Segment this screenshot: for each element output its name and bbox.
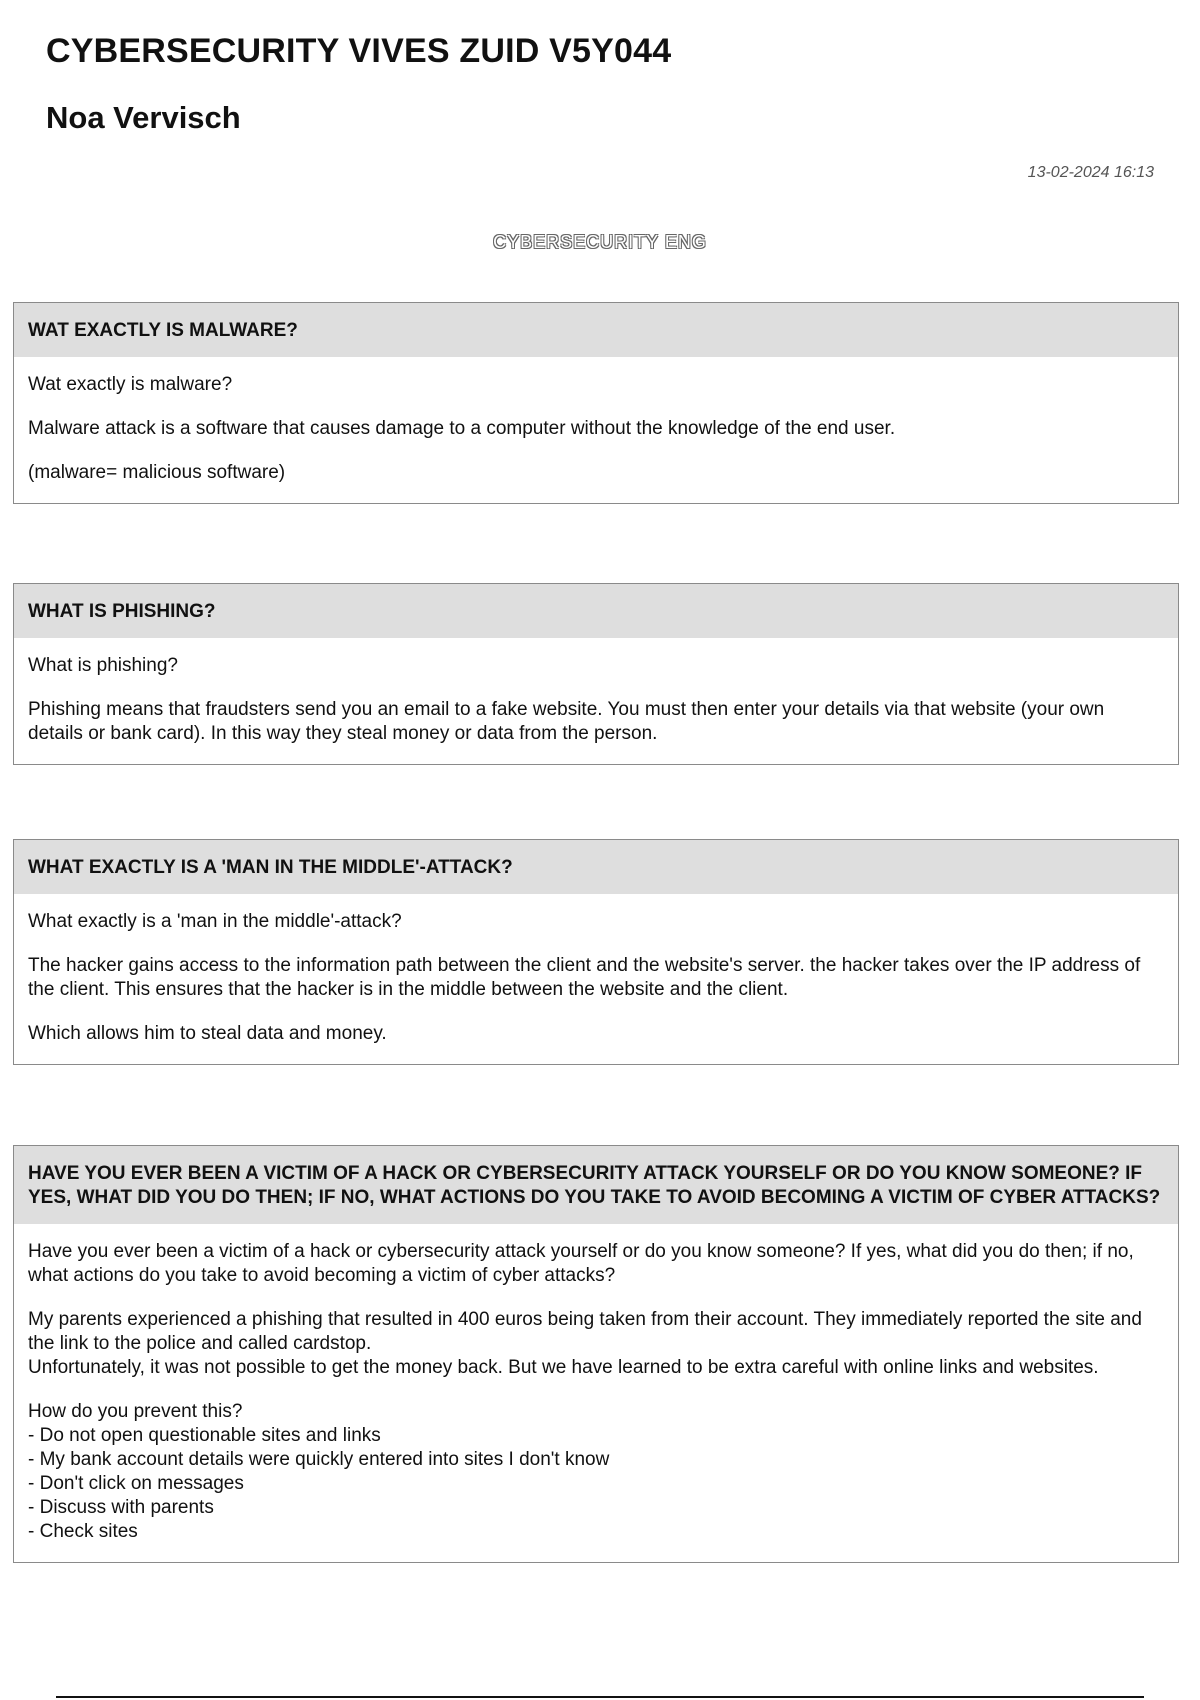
question-body [14, 357, 1178, 503]
course-name: CYBERSECURITY ENG [493, 232, 707, 252]
answer-paragraph: My parents experienced a phishing that resulted in 400 euros being taken from their account. They immediately reported the site and the link to the police and called cardstop. Unfortunately, it was not possible to get the money back. But we have learned to be extra careful with online links and websites. [28, 1309, 1142, 1378]
answer-paragraph: How do you prevent this? - Do not open questionable sites and links - My bank account details were quickly entered into sites I don't know - Don't click on messages - Discuss with parents - Check sites [28, 1401, 610, 1542]
author-name: Noa Vervisch [46, 100, 241, 135]
question-heading: WAT EXACTLY IS MALWARE? [14, 303, 1178, 357]
question-text: Wat exactly is malware? [28, 374, 233, 395]
question-heading: WHAT EXACTLY IS A 'MAN IN THE MIDDLE'-ATTACK? [14, 840, 1178, 894]
answer-paragraph: Phishing means that fraudsters send you an email to a fake website. You must then enter your details via that website (your own details or bank card). In this way they steal money or data from the person. [28, 699, 1105, 744]
question-heading: WHAT IS PHISHING? [14, 584, 1178, 638]
question-heading: HAVE YOU EVER BEEN A VICTIM OF A HACK OR CYBERSECURITY ATTACK YOURSELF OR DO YOU KNOW SOMEONE? IF YES, WHAT DID YOU DO THEN; IF NO, WHAT ACTIONS DO YOU TAKE TO AVOID BECOMING A VICTIM OF CYBER ATTACKS? [14, 1146, 1178, 1224]
question-block-mitm [13, 839, 1179, 1065]
question-text: What is phishing? [28, 655, 178, 676]
question-block-malware [13, 302, 1179, 504]
question-text: Have you ever been a victim of a hack or cybersecurity attack yourself or do you know someone? If yes, what did you do then; if no, what actions do you take to avoid becoming a victim of cyber attacks? [28, 1241, 1134, 1286]
answer-paragraph: Which allows him to steal data and money. [28, 1023, 387, 1044]
answer-paragraph: Malware attack is a software that causes damage to a computer without the knowledge of the end user. [28, 418, 896, 439]
question-body [14, 638, 1178, 764]
question-body [14, 894, 1178, 1064]
question-text: What exactly is a 'man in the middle'-attack? [28, 911, 402, 932]
document-title: CYBERSECURITY VIVES ZUID V5Y044 [46, 32, 672, 70]
footer-divider [56, 1696, 1144, 1698]
answer-paragraph: (malware= malicious software) [28, 462, 286, 483]
question-block-victim [13, 1145, 1179, 1563]
question-body [14, 1224, 1178, 1562]
answer-paragraph: The hacker gains access to the information path between the client and the website's server. the hacker takes over the IP address of the client. This ensures that the hacker is in the middle between the website and the client. [28, 955, 1141, 1000]
question-block-phishing [13, 583, 1179, 765]
timestamp: 13-02-2024 16:13 [1027, 164, 1154, 181]
